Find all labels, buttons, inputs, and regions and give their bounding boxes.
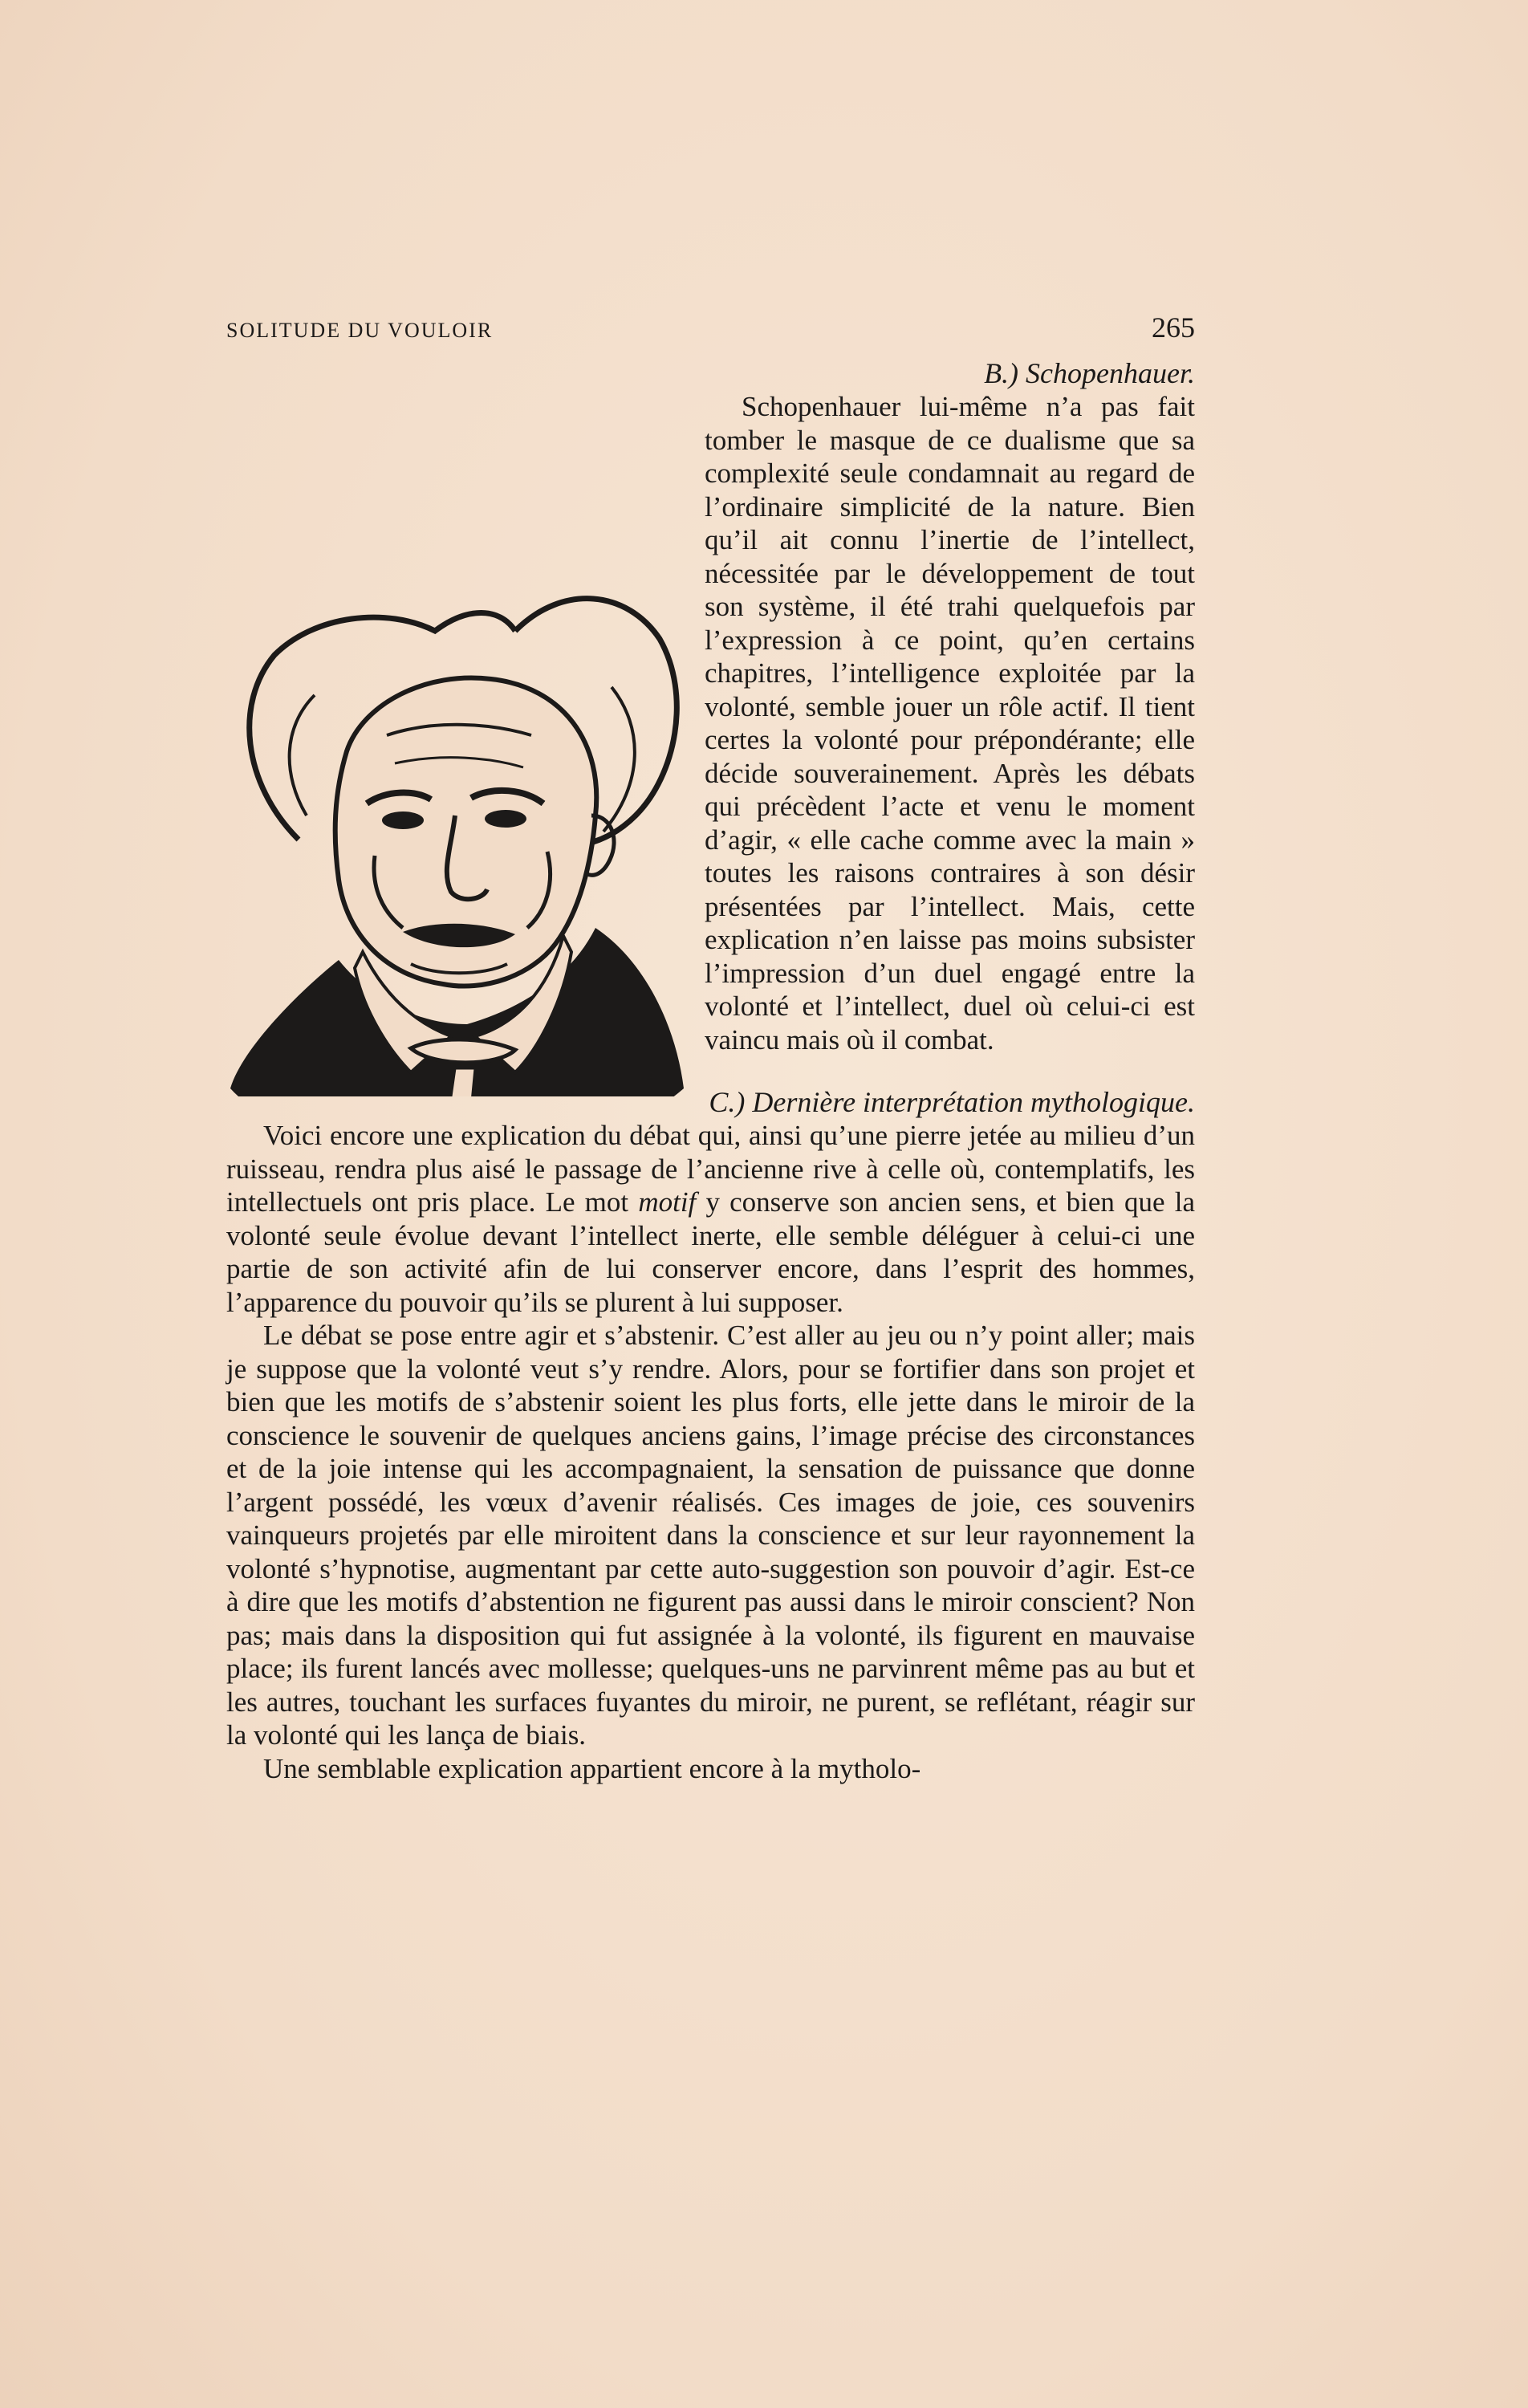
paragraph-schopenhauer-text: Schopenhauer lui-même n’a pas fait tomber le masque de ce dualisme que sa complexité seule condamnait au regard de l’ordinaire simplicité de la nature. Bien qu’il ait connu l’inertie de l’intellect, nécessitée par le développement de tout son système, il été trahi quelquefois par l’expression à ce point, qu’en certains chapitres, l’intelligence exploitée par la volonté, semble jouer un rôle actif. Il tient certes la volonté pour prépondérante; elle décide souverainement. Après les débats qui précèdent l’acte et venu le moment d’agir, « elle cache comme avec la main » toutes les raisons contraires à son désir présentées par l’intellect. Mais, cette explication n’en laisse pas moins subsister l’impression d’un duel engagé entre la volonté et l’intellect, duel où celui-ci est vaincu mais où il combat. <box>705 391 1195 1056</box>
paragraph-schopenhauer <box>226 390 1195 1056</box>
running-head <box>226 311 1195 356</box>
schopenhauer-portrait <box>226 390 692 1096</box>
left-eye <box>382 811 424 829</box>
paragraph-mythologique-2: Le débat se pose entre agir et s’abstenir. C’est aller au jeu ou n’y point aller; mais je suppose que la volonté veut s’y rendre. Alors, pour se fortifier dans son projet et bien que les motifs de s’abstenir soient les plus forts, elle jette dans le miroir de la conscience le souvenir de quelques anciens gains, l’image précise des circonstances et de la joie intense qui les accompagnaient, la sensation de puissance que donne l’argent possédé, les vœux d’avenir réalisés. Ces images de joie, ces souvenirs vainqueurs projetés par elle miroitent dans la conscience et sur leur rayonnement la volonté s’hypnotise, augmentant par cette auto-suggestion son pouvoir d’agir. Est-ce à dire que les motifs d’abstention ne figurent pas aussi dans le miroir conscient? Non pas; mais dans la disposition qui fut assignée à la volonté, ils figurent en mauvaise place; ils furent lancés avec mollesse; quelques-uns ne parvinrent même pas au but et les autres, touchant les surfaces fuyantes du miroir, ne purent, se reflétant, réagir sur la volonté qui les lança de biais. <box>226 1320 1195 1751</box>
emphasis-motif: motif <box>638 1186 697 1218</box>
paragraph-1-part-1: Voici encore une explication du débat qui, ainsi qu’une pierre jetée au milieu d’un ruisseau, rendra plus aisé le passage de l’ancienne rive à celle où, contemplatifs, les intellectuels ont pris place. Le mot <box>226 1120 1195 1218</box>
section-mythologique <box>226 1119 1195 1785</box>
page-number: 265 <box>1152 311 1195 344</box>
running-title: SOLITUDE DU VOULOIR <box>226 319 494 342</box>
section-schopenhauer <box>226 390 1195 1056</box>
paragraph-mythologique-1 <box>226 1119 1195 1319</box>
text-block <box>226 311 1195 1785</box>
paragraph-1-part-2: y conserve son ancien sens, et bien que la volonté seule évolue devant l’intellect inerte, elle semble déléguer à celui-ci une partie de son activité afin de lui conserver encore, dans l’esprit des hommes, l’apparence du pouvoir qu’ils se plurent à lui supposer. <box>226 1186 1195 1318</box>
section-heading-schopenhauer: B.) Schopenhauer. <box>984 357 1195 389</box>
right-eye <box>485 810 526 828</box>
paragraph-mythologique-3: Une semblable explication appartient encore à la mytholo- <box>263 1752 921 1784</box>
section-heading-mythologique: C.) Dernière interprétation mythologique. <box>709 1086 1195 1118</box>
